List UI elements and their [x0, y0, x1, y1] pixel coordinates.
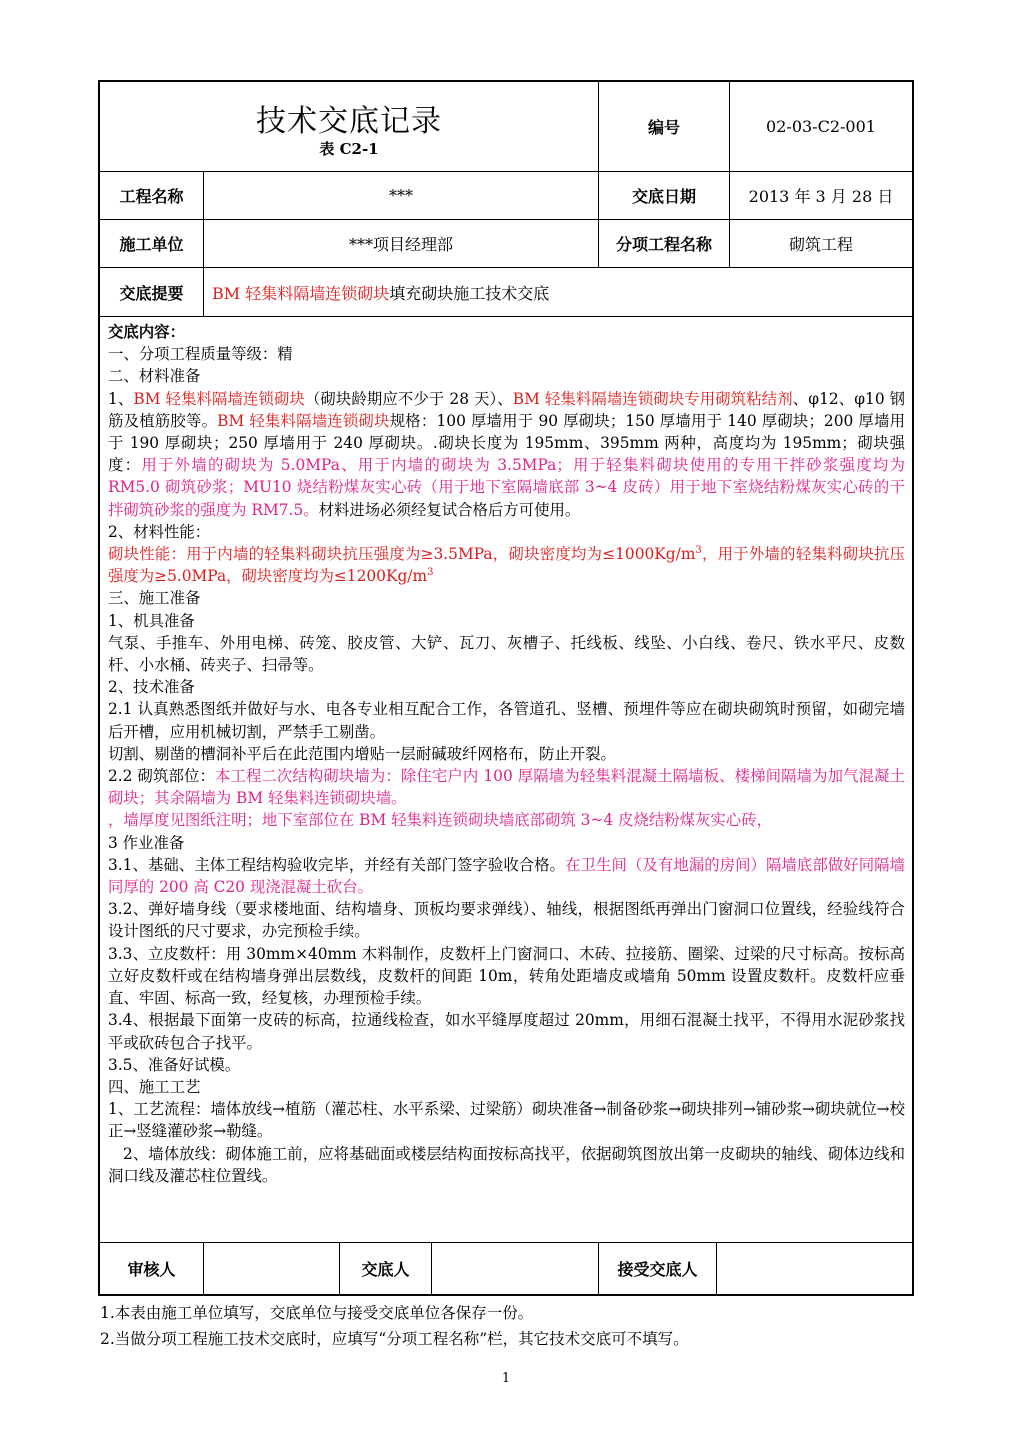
text-span: 2.2 砌筑部位：: [108, 767, 215, 786]
receiver-label: 接受交底人: [617, 1260, 698, 1279]
content-line: 二、材料准备: [108, 367, 201, 386]
content-paragraph: [108, 765, 905, 809]
content-paragraph: 气泵、手推车、外用电梯、砖笼、胶皮管、大铲、瓦刀、灰槽子、托线板、线坠、小白线、卷尺、铁水平尺、皮数杆、小水桶、砖夹子、扫帚等。: [108, 633, 905, 675]
discloser-label: 交底人: [361, 1260, 410, 1279]
content-line: 3 作业准备: [108, 833, 185, 852]
reviewer-label: 审核人: [127, 1260, 176, 1279]
text-span: 砌块性能：用于内墙的轻集料砌块抗压强度为≥3.5MPa，砌块密度均为≤1000Kg/m: [108, 545, 696, 564]
text-span: 、φ12、φ10 钢筋及植筋胶等。: [108, 389, 906, 430]
content-paragraph: 1、工艺流程：墙体放线→植筋（灌芯柱、水平系梁、过梁筋）砌块准备→制备砂浆→砌块排列→铺砂浆→砌块就位→校正→竖缝灌砂浆→勒缝。: [108, 1100, 905, 1141]
text-span: BM 轻集料隔墙连锁砌块: [133, 389, 305, 408]
content-line: 3.5、准备好试模。: [108, 1055, 241, 1074]
date-label: 交底日期: [631, 187, 696, 206]
text-span: BM 轻集料隔墙连锁砌块: [217, 411, 390, 430]
superscript: 3: [695, 544, 702, 556]
row-divider: [98, 316, 914, 317]
number-label: 编号: [647, 118, 680, 137]
text-span: 1、: [108, 389, 134, 408]
content-line: 三、施工准备: [108, 589, 201, 608]
text-span: （砌块龄期应不少于 28 天）、: [304, 389, 513, 408]
summary-value: [212, 268, 549, 316]
content-line: 1、机具准备: [108, 611, 195, 630]
text-span: 本工程二次结构砌块墙为：除住宅户内 100 厚隔墙为轻集料混凝土隔墙板、楼梯间隔墙为加气混凝土砌块；其余隔墙为 BM 轻集料连锁砌块墙。: [108, 767, 905, 808]
content-paragraph: 切割、剔凿的槽洞补平后在此范围内增贴一层耐碱玻纤网格布，防止开裂。: [108, 744, 616, 763]
subproject-value: 砌筑工程: [788, 235, 853, 254]
superscript: 3: [427, 567, 434, 579]
summary-red-text: BM 轻集料隔墙连锁砌块: [212, 283, 390, 303]
summary-black-text: 填充砌块施工技术交底: [389, 283, 550, 303]
date-value: 2013 年 3 月 28 日: [748, 187, 894, 206]
content-paragraph: [108, 854, 905, 898]
text-span: 在卫生间（及有地漏的房间）隔墙底部做好同隔墙同厚的 200 高 C20 现浇混凝土砍台。: [108, 855, 905, 897]
text-span: ，用于外墙的轻集料砌块抗压强度为≥5.0MPa，砌块密度均为≤1200Kg/m: [108, 545, 905, 586]
unit-value: ***项目经理部: [348, 235, 453, 254]
text-span: 材料进场必须经复试合格后方可使用。: [318, 500, 581, 519]
content-paragraph: [108, 388, 905, 521]
text-span: 规格：100 厚墙用于 90 厚砌块；150 厚墙用于 140 厚砌块；200 厚墙用于 190 厚砌块；250 厚墙用于 240 厚砌块。.砌块长度为 195mm、395mm 两种，高度均为 195mm；砌块强度：: [108, 411, 905, 475]
project-name-value: ***: [389, 186, 413, 205]
form-title: 技术交底记录: [256, 104, 442, 139]
text-span: 用于外墙的砌块为 5.0MPa、用于内墙的砌块为 3.5MPa；用于轻集料砌块使用的专用干拌砂浆强度均为 RM5.0 砌筑砂浆；MU10 烧结粉煤灰实心砖（用于地下室隔墙底部 3~4 皮砖）用于地下室烧结粉煤灰实心砖的干拌砌筑砂浆的强度为 RM7.5。: [108, 456, 905, 519]
summary-label: 交底提要: [119, 283, 184, 303]
disclosure-content: [108, 321, 905, 1187]
number-value: 02-03-C2-001: [766, 117, 876, 136]
discloser-signature-field[interactable]: [432, 1243, 598, 1294]
receiver-signature-field[interactable]: [717, 1243, 912, 1294]
content-line: 2、材料性能：: [108, 522, 211, 541]
footnote-1: 1.本表由施工单位填写，交底单位与接受交底单位各保存一份。: [100, 1304, 534, 1322]
text-span: BM 轻集料隔墙连锁砌块专用砌筑粘结剂: [512, 389, 793, 408]
form-subtitle: 表 C2-1: [319, 140, 379, 158]
content-paragraph: 3.4、根据最下面第一皮砖的标高，拉通线检查，如水平缝厚度超过 20mm，用细石混凝土找平，不得用水泥砂浆找平或砍砖包合子找平。: [108, 1011, 905, 1052]
footnote-2: 2.当做分项工程施工技术交底时，应填写“分项工程名称”栏，其它技术交底可不填写。: [100, 1330, 689, 1348]
content-paragraph: 2、墙体放线：砌体施工前，应将基础面或楼层结构面按标高找平，依据砌筑图放出第一皮砌块的轴线、砌体边线和洞口线及灌芯柱位置线。: [108, 1144, 905, 1185]
project-name-label: 工程名称: [119, 187, 184, 206]
content-paragraph: 2.1 认真熟悉图纸并做好与水、电各专业相互配合工作，各管道孔、竖槽、预埋件等应在砌块砌筑时预留，如砌完墙后开槽，应用机械切割，严禁手工剔凿。: [108, 700, 905, 741]
content-paragraph: ，墙厚度见图纸注明；地下室部位在 BM 轻集料连锁砌块墙底部砌筑 3~4 皮烧结粉煤灰实心砖，: [108, 811, 772, 830]
content-paragraph: 3.3、立皮数杆：用 30mm×40mm 木料制作，皮数杆上门窗洞口、木砖、拉接筋、圈梁、过梁的尺寸标高。按标高立好皮数杆或在结构墙身弹出层数线，皮数杆的间距 10m，转角处距墙皮或墙角 50mm 设置皮数杆。皮数杆应垂直、牢固、标高一致，经复核，办理预检手续。: [108, 944, 905, 1008]
page-number: 1: [501, 1371, 511, 1386]
text-span: 3.1、基础、主体工程结构验收完毕，并经有关部门签字验收合格。: [108, 855, 566, 874]
content-paragraph: [108, 543, 905, 587]
unit-label: 施工单位: [119, 235, 184, 254]
content-line: 四、施工工艺: [108, 1077, 201, 1096]
subproject-label: 分项工程名称: [615, 235, 712, 254]
content-line: 2、技术准备: [108, 678, 195, 697]
content-heading: 交底内容：: [108, 323, 185, 341]
content-paragraph: 3.2、弹好墙身线（要求楼地面、结构墙身、顶板均要求弹线）、轴线，根据图纸再弹出门窗洞口位置线，经验线符合设计图纸的尺寸要求，办完预检手续。: [108, 900, 905, 941]
content-line: 一、分项工程质量等级：精: [108, 345, 293, 364]
reviewer-signature-field[interactable]: [204, 1243, 339, 1294]
